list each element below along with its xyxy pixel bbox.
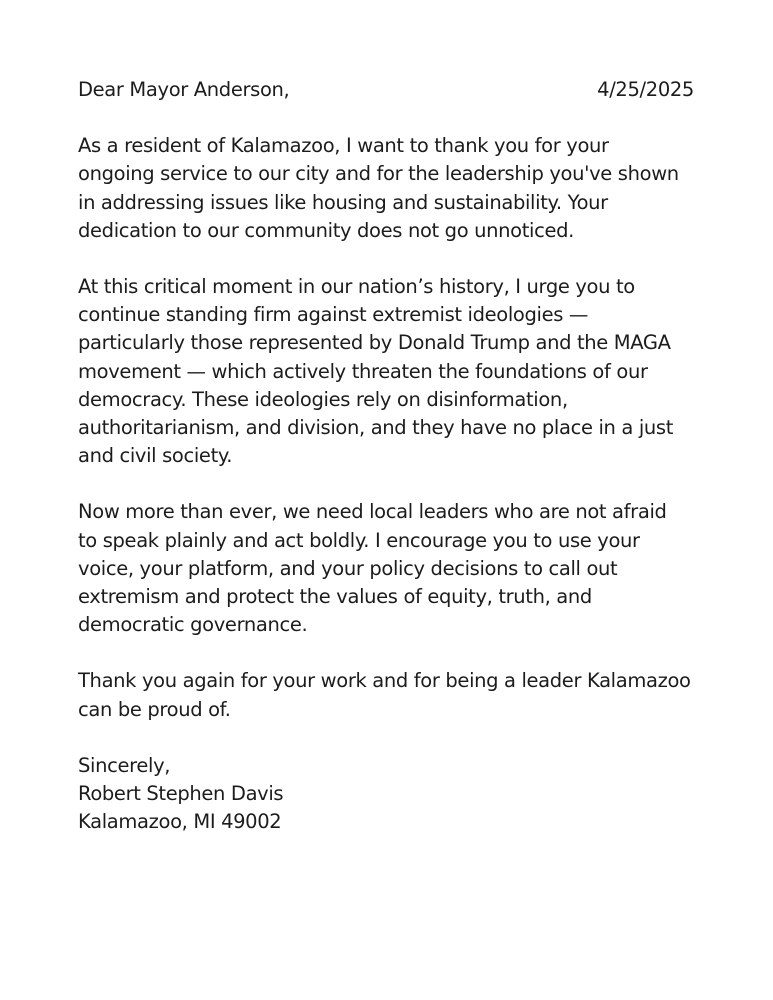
letter-body: [78, 76, 708, 836]
letter-header: [78, 76, 694, 104]
paragraph-spacer: [78, 639, 708, 667]
paragraph-line: At this critical moment in our nation’s history, I urge you to: [78, 275, 635, 299]
paragraph-line: movement — which actively threaten the foundations of our: [78, 359, 648, 383]
paragraph-line: ongoing service to our city and for the leadership you've shown: [78, 162, 679, 186]
paragraph-line: Thank you again for your work and for being a leader Kalamazoo: [78, 669, 691, 693]
paragraph-closing-thanks: [78, 667, 708, 723]
paragraph-spacer: [78, 104, 708, 132]
closing-phrase: Sincerely,: [78, 753, 171, 777]
paragraph-leaders: [78, 498, 708, 639]
salutation: Dear Mayor Anderson,: [78, 78, 290, 101]
paragraph-line: continue standing firm against extremist ideologies —: [78, 303, 589, 327]
paragraph-spacer: [78, 724, 708, 752]
paragraph-spacer: [78, 470, 708, 498]
paragraph-line: democratic governance.: [78, 613, 308, 637]
paragraph-line: can be proud of.: [78, 697, 231, 721]
signer-name: Robert Stephen Davis: [78, 782, 284, 806]
paragraph-line: particularly those represented by Donald Trump and the MAGA: [78, 331, 671, 355]
paragraph-spacer: [78, 245, 708, 273]
signer-location: Kalamazoo, MI 49002: [78, 810, 282, 834]
paragraph-line: As a resident of Kalamazoo, I want to thank you for your: [78, 134, 609, 158]
paragraph-urge: [78, 273, 708, 470]
paragraph-line: in addressing issues like housing and sustainability. Your: [78, 190, 608, 214]
paragraph-line: and civil society.: [78, 444, 233, 468]
paragraph-line: dedication to our community does not go unnoticed.: [78, 218, 575, 242]
paragraph-line: voice, your platform, and your policy decisions to call out: [78, 556, 618, 580]
paragraph-line: authoritarianism, and division, and they have no place in a just: [78, 416, 674, 440]
paragraph-line: democracy. These ideologies rely on disinformation,: [78, 387, 568, 411]
signature-block: [78, 752, 708, 837]
paragraph-line: Now more than ever, we need local leaders who are not afraid: [78, 500, 667, 524]
letter-date: 4/25/2025: [597, 78, 694, 101]
paragraph-thanks: [78, 132, 708, 245]
paragraph-line: extremism and protect the values of equity, truth, and: [78, 585, 592, 609]
paragraph-line: to speak plainly and act boldly. I encourage you to use your: [78, 528, 640, 552]
